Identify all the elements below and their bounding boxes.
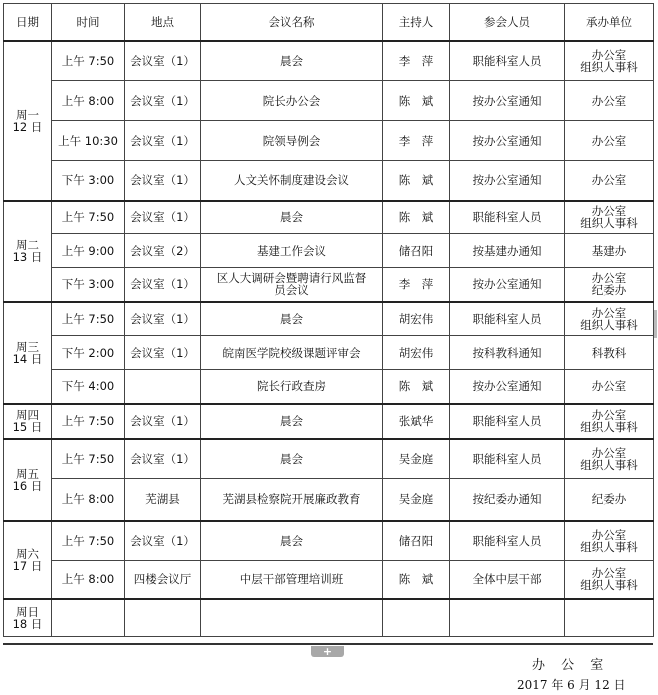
cell-location: 会议室（1） — [125, 81, 201, 121]
cell-host: 胡宏伟 — [383, 336, 450, 370]
cell-time: 下午 3:00 — [52, 161, 125, 201]
cell-location: 会议室（2） — [125, 234, 201, 268]
cell-host: 陈 斌 — [383, 201, 450, 234]
cell-attendees: 职能科室人员 — [450, 41, 565, 81]
cell-organizer: 办公室 组织人事科 — [565, 439, 654, 479]
cell-organizer: 办公室 — [565, 121, 654, 161]
cell-time: 下午 4:00 — [52, 370, 125, 404]
cell-time: 上午 10:30 — [52, 121, 125, 161]
cell-meeting: 中层干部管理培训班 — [201, 561, 383, 599]
cell-time: 上午 7:50 — [52, 404, 125, 439]
cell-organizer: 办公室 组织人事科 — [565, 561, 654, 599]
header-row — [4, 4, 654, 41]
cell-attendees: 按纪委办通知 — [450, 479, 565, 521]
cell-host: 吴金庭 — [383, 439, 450, 479]
cell-meeting: 晨会 — [201, 302, 383, 336]
cell-location-empty — [125, 599, 201, 637]
expand-plus-icon[interactable]: + — [311, 646, 344, 657]
cell-host: 陈 斌 — [383, 81, 450, 121]
cell-location: 会议室（1） — [125, 336, 201, 370]
cell-host: 李 萍 — [383, 121, 450, 161]
cell-attendees: 按办公室通知 — [450, 81, 565, 121]
cell-meeting: 院长行政查房 — [201, 370, 383, 404]
header-time: 时间 — [52, 4, 125, 41]
cell-attendees: 职能科室人员 — [450, 302, 565, 336]
cell-location: 会议室（1） — [125, 121, 201, 161]
cell-meeting: 院长办公会 — [201, 81, 383, 121]
table-row — [4, 121, 654, 161]
cell-organizer: 办公室 组织人事科 — [565, 41, 654, 81]
issuing-office: 办 公 室 — [532, 658, 610, 673]
cell-location: 会议室（1） — [125, 268, 201, 302]
cell-host: 胡宏伟 — [383, 302, 450, 336]
table-row — [4, 370, 654, 404]
cell-attendees: 全体中层干部 — [450, 561, 565, 599]
table-row — [4, 41, 654, 81]
table-row — [4, 404, 654, 439]
scrollbar-handle[interactable] — [654, 310, 657, 338]
cell-location: 会议室（1） — [125, 302, 201, 336]
day-cell-fri: 周五 16 日 — [4, 439, 52, 521]
cell-location: 会议室（1） — [125, 161, 201, 201]
cell-time: 上午 8:00 — [52, 81, 125, 121]
cell-time: 上午 7:50 — [52, 439, 125, 479]
header-date: 日期 — [4, 4, 52, 41]
cell-meeting: 院领导例会 — [201, 121, 383, 161]
cell-time: 下午 2:00 — [52, 336, 125, 370]
cell-organizer: 科教科 — [565, 336, 654, 370]
cell-organizer: 办公室 组织人事科 — [565, 521, 654, 561]
cell-host: 李 萍 — [383, 268, 450, 302]
cell-attendees-empty — [450, 599, 565, 637]
day-cell-sat: 周六 17 日 — [4, 521, 52, 599]
cell-host: 陈 斌 — [383, 561, 450, 599]
cell-meeting: 基建工作会议 — [201, 234, 383, 268]
table-row — [4, 161, 654, 201]
table-row — [4, 439, 654, 479]
cell-organizer: 办公室 组织人事科 — [565, 201, 654, 234]
cell-organizer: 纪委办 — [565, 479, 654, 521]
cell-meeting: 晨会 — [201, 439, 383, 479]
table-row — [4, 302, 654, 336]
table-row — [4, 521, 654, 561]
cell-location: 芜湖县 — [125, 479, 201, 521]
cell-location: 会议室（1） — [125, 201, 201, 234]
cell-attendees: 按科教科通知 — [450, 336, 565, 370]
table-row — [4, 234, 654, 268]
table-row — [4, 479, 654, 521]
header-location: 地点 — [125, 4, 201, 41]
cell-meeting-empty — [201, 599, 383, 637]
cell-meeting: 皖南医学院校级课题评审会 — [201, 336, 383, 370]
cell-organizer: 办公室 组织人事科 — [565, 302, 654, 336]
day-cell-sun: 周日 18 日 — [4, 599, 52, 637]
cell-host: 储召阳 — [383, 234, 450, 268]
cell-organizer: 基建办 — [565, 234, 654, 268]
cell-location — [125, 370, 201, 404]
header-attendees: 参会人员 — [450, 4, 565, 41]
cell-organizer: 办公室 — [565, 161, 654, 201]
cell-meeting: 芜湖县检察院开展廉政教育 — [201, 479, 383, 521]
cell-attendees: 按办公室通知 — [450, 121, 565, 161]
cell-host: 张斌华 — [383, 404, 450, 439]
cell-host-empty — [383, 599, 450, 637]
cell-time: 上午 8:00 — [52, 561, 125, 599]
cell-meeting: 晨会 — [201, 404, 383, 439]
cell-time: 上午 7:50 — [52, 201, 125, 234]
table-row — [4, 599, 654, 637]
cell-time: 上午 7:50 — [52, 41, 125, 81]
cell-attendees: 职能科室人员 — [450, 404, 565, 439]
day-cell-thu: 周四 15 日 — [4, 404, 52, 439]
cell-location: 会议室（1） — [125, 41, 201, 81]
cell-time-empty — [52, 599, 125, 637]
cell-location: 四楼会议厅 — [125, 561, 201, 599]
issue-date: 2017 年 6 月 12 日 — [517, 678, 626, 692]
table-row — [4, 201, 654, 234]
cell-location: 会议室（1） — [125, 404, 201, 439]
cell-host: 陈 斌 — [383, 161, 450, 201]
cell-time: 上午 7:50 — [52, 302, 125, 336]
cell-attendees: 按办公室通知 — [450, 268, 565, 302]
cell-organizer: 办公室 — [565, 81, 654, 121]
cell-host: 吴金庭 — [383, 479, 450, 521]
cell-organizer: 办公室 纪委办 — [565, 268, 654, 302]
cell-host: 储召阳 — [383, 521, 450, 561]
cell-organizer-empty — [565, 599, 654, 637]
cell-attendees: 职能科室人员 — [450, 439, 565, 479]
cell-meeting: 晨会 — [201, 41, 383, 81]
cell-attendees: 职能科室人员 — [450, 201, 565, 234]
table-row — [4, 81, 654, 121]
cell-attendees: 按办公室通知 — [450, 161, 565, 201]
table-row — [4, 336, 654, 370]
cell-time: 下午 3:00 — [52, 268, 125, 302]
cell-meeting: 人文关怀制度建设会议 — [201, 161, 383, 201]
cell-attendees: 按基建办通知 — [450, 234, 565, 268]
cell-location: 会议室（1） — [125, 439, 201, 479]
cell-time: 上午 7:50 — [52, 521, 125, 561]
cell-host: 陈 斌 — [383, 370, 450, 404]
cell-attendees: 职能科室人员 — [450, 521, 565, 561]
cell-meeting: 区人大调研会暨聘请行风监督 员会议 — [201, 268, 383, 302]
day-cell-tue: 周二 13 日 — [4, 201, 52, 302]
cell-time: 上午 9:00 — [52, 234, 125, 268]
day-cell-mon: 周一 12 日 — [4, 41, 52, 201]
table-row — [4, 561, 654, 599]
cell-meeting: 晨会 — [201, 521, 383, 561]
cell-organizer: 办公室 — [565, 370, 654, 404]
cell-attendees: 按办公室通知 — [450, 370, 565, 404]
table-row — [4, 268, 654, 302]
header-meeting: 会议名称 — [201, 4, 383, 41]
cell-meeting: 晨会 — [201, 201, 383, 234]
cell-organizer: 办公室 组织人事科 — [565, 404, 654, 439]
meeting-schedule-table — [3, 3, 654, 637]
cell-host: 李 萍 — [383, 41, 450, 81]
header-host: 主持人 — [383, 4, 450, 41]
header-organizer: 承办单位 — [565, 4, 654, 41]
cell-time: 上午 8:00 — [52, 479, 125, 521]
cell-location: 会议室（1） — [125, 521, 201, 561]
day-cell-wed: 周三 14 日 — [4, 302, 52, 404]
